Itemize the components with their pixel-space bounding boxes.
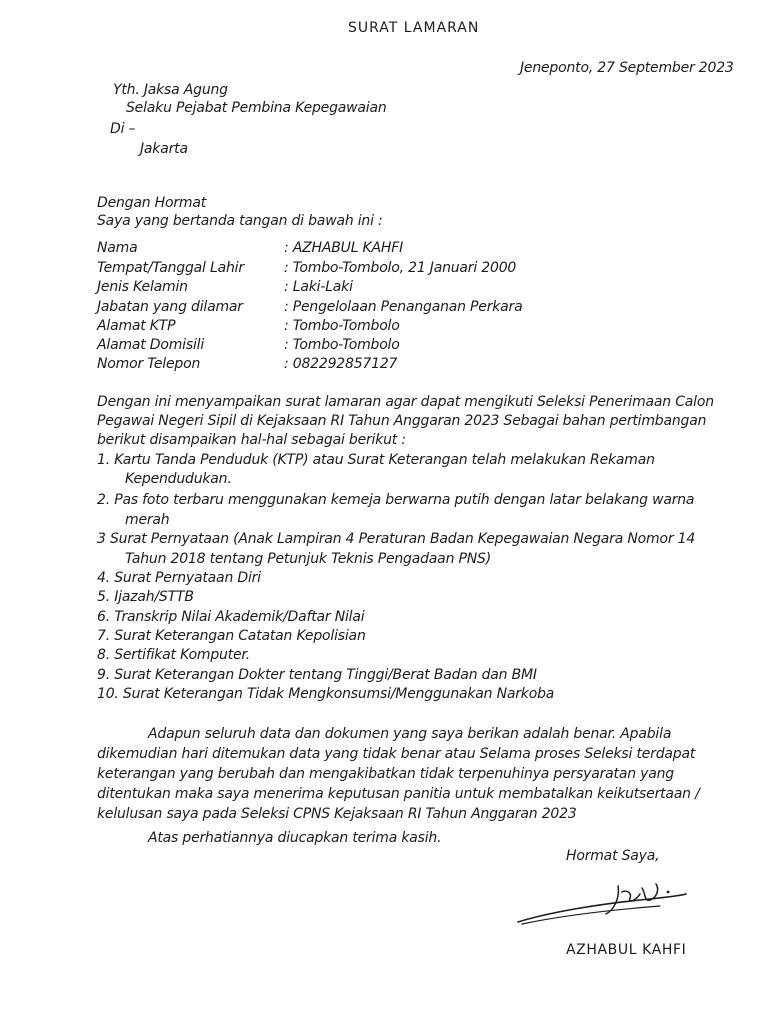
identity-label: Alamat Domisili bbox=[97, 337, 205, 353]
list-item: 7. Surat Keterangan Catatan Kepolisian bbox=[97, 628, 366, 644]
body-line: berikut disampaikan hal-hal sebagai berikut : bbox=[97, 432, 406, 448]
intro-line: Saya yang bertanda tangan di bawah ini : bbox=[97, 213, 383, 229]
identity-value: : Tombo-Tombolo bbox=[284, 337, 400, 353]
recipient-line-2: Selaku Pejabat Pembina Kepegawaian bbox=[126, 100, 387, 116]
recipient-city: Jakarta bbox=[140, 141, 188, 157]
closing-line: Adapun seluruh data dan dokumen yang saya berikan adalah benar. Apabila bbox=[148, 726, 672, 742]
body-line: Dengan ini menyampaikan surat lamaran agar dapat mengikuti Seleksi Penerimaan Calon bbox=[97, 394, 714, 410]
body-line: Pegawai Negeri Sipil di Kejaksaan RI Tahun Anggaran 2023 Sebagai bahan pertimbangan bbox=[97, 413, 707, 429]
closing-line: kelulusan saya pada Seleksi CPNS Kejaksaan RI Tahun Anggaran 2023 bbox=[97, 806, 577, 822]
list-item: 5. Ijazah/STTB bbox=[97, 589, 194, 605]
list-item-continued: Kependudukan. bbox=[125, 471, 232, 487]
list-item: 6. Transkrip Nilai Akademik/Daftar Nilai bbox=[97, 609, 365, 625]
identity-value: : 082292857127 bbox=[284, 356, 398, 372]
sign-off: Hormat Saya, bbox=[566, 848, 660, 864]
greeting: Dengan Hormat bbox=[97, 195, 207, 211]
signature-scribble bbox=[510, 870, 690, 930]
closing-line: dikemudian hari ditemukan data yang tidak benar atau Selama proses Seleksi terdapat bbox=[97, 746, 696, 762]
list-item: 1. Kartu Tanda Penduduk (KTP) atau Surat Keterangan telah melakukan Rekaman bbox=[97, 452, 655, 468]
identity-label: Nama bbox=[97, 240, 138, 256]
identity-label: Tempat/Tanggal Lahir bbox=[97, 260, 244, 276]
identity-label: Jabatan yang dilamar bbox=[97, 299, 243, 315]
letter-title: SURAT LAMARAN bbox=[348, 20, 480, 36]
identity-value: : Tombo-Tombolo, 21 Januari 2000 bbox=[284, 260, 517, 276]
identity-value: : Pengelolaan Penanganan Perkara bbox=[284, 299, 523, 315]
closing-line: ditentukan maka saya menerima keputusan panitia untuk membatalkan keikutsertaan / bbox=[97, 786, 700, 802]
list-item: 8. Sertifikat Komputer. bbox=[97, 647, 250, 663]
identity-label: Nomor Telepon bbox=[97, 356, 201, 372]
closing-line: keterangan yang berubah dan mengakibatkan tidak terpenuhinya persyaratan yang bbox=[97, 766, 674, 782]
list-item-continued: merah bbox=[125, 512, 170, 528]
list-item-continued: Tahun 2018 tentang Petunjuk Teknis Pengadaan PNS) bbox=[125, 551, 491, 567]
recipient-line-3: Di – bbox=[110, 121, 136, 137]
list-item: 10. Surat Keterangan Tidak Mengkonsumsi/Menggunakan Narkoba bbox=[97, 686, 555, 702]
identity-label: Jenis Kelamin bbox=[97, 279, 188, 295]
identity-value: : Laki-Laki bbox=[284, 279, 353, 295]
list-item: 2. Pas foto terbaru menggunakan kemeja berwarna putih dengan latar belakang warna bbox=[97, 492, 695, 508]
list-item: 3 Surat Pernyataan (Anak Lampiran 4 Peraturan Badan Kepegawaian Negara Nomor 14 bbox=[97, 531, 696, 547]
identity-value: : Tombo-Tombolo bbox=[284, 318, 400, 334]
recipient-line-1: Yth. Jaksa Agung bbox=[113, 82, 228, 98]
signer-name: AZHABUL KAHFI bbox=[566, 942, 687, 958]
identity-label: Alamat KTP bbox=[97, 318, 176, 334]
list-item: 9. Surat Keterangan Dokter tentang Tinggi/Berat Badan dan BMI bbox=[97, 667, 537, 683]
place-date: Jeneponto, 27 September 2023 bbox=[520, 60, 734, 76]
thanks-line: Atas perhatiannya diucapkan terima kasih. bbox=[148, 830, 442, 846]
list-item: 4. Surat Pernyataan Diri bbox=[97, 570, 261, 586]
identity-value: : AZHABUL KAHFI bbox=[284, 240, 404, 256]
